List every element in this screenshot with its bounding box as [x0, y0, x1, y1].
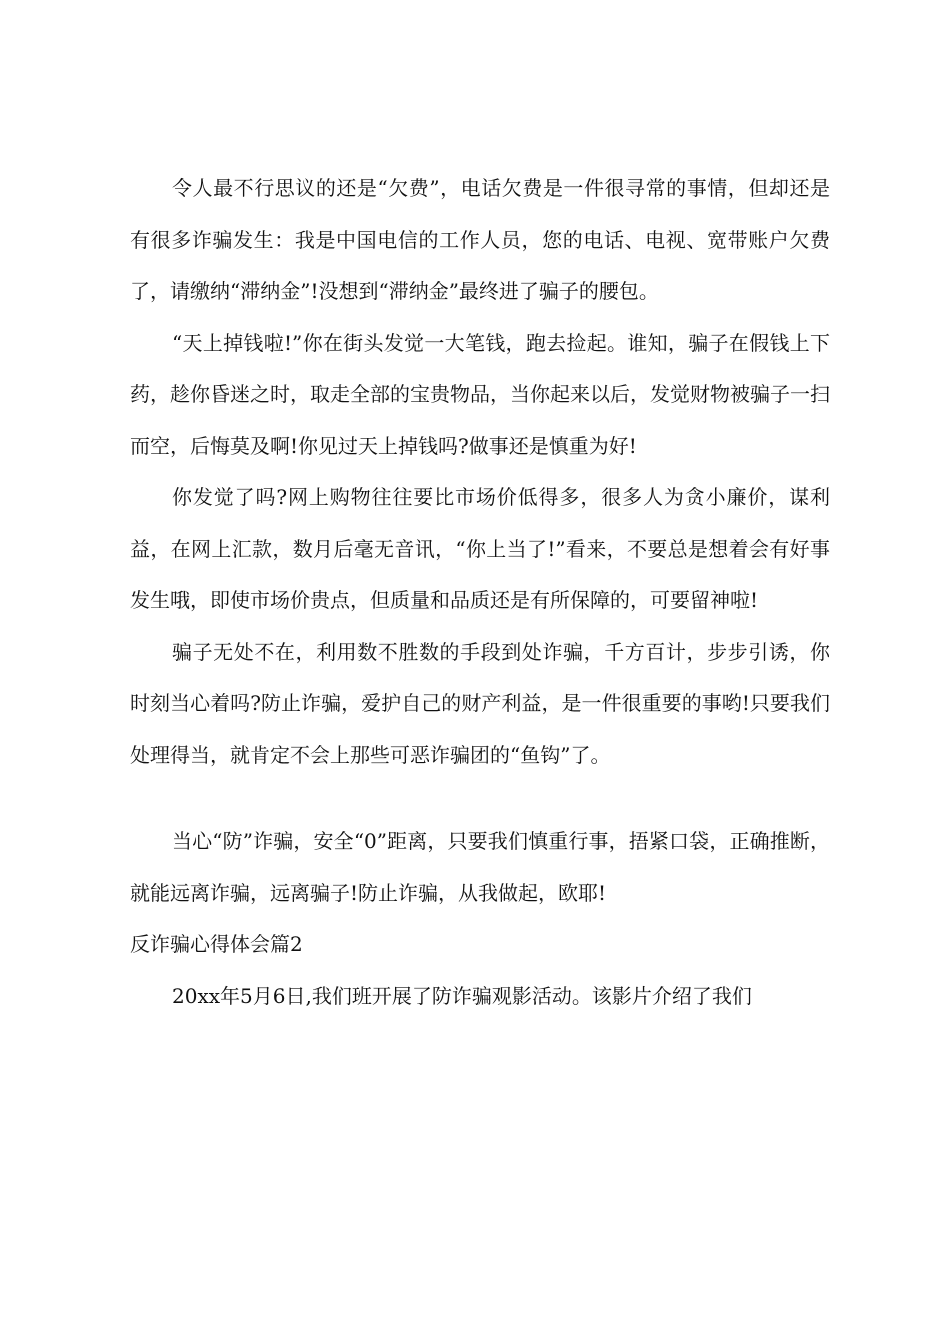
paragraph-online-shopping: 你发觉了吗?网上购物往往要比市场价低得多，很多人为贪小廉价，谋利益，在网上汇款，数月后毫无音讯，“你上当了!”看来，不要总是想着会有好事发生哦，即使市场价贵点，但质量和品质还是有所保障的，可要留神啦! [130, 485, 830, 612]
paragraph-scammers-everywhere: 骗子无处不在，利用数不胜数的手段到处诈骗，千方百计，步步引诱，你时刻当心着吗?防止诈骗，爱护自己的财产利益，是一件很重要的事哟!只要我们处理得当，就肯定不会上那些可恶诈骗团的“鱼钩”了。 [130, 639, 830, 767]
section-heading: 反诈骗心得体会篇2 [130, 932, 303, 956]
paragraph-next-section: 20xx年5月6日,我们班开展了防诈骗观影活动。该影片介绍了我们 [172, 983, 752, 1008]
document-body [130, 163, 830, 1022]
paragraph-arrears-scam: 令人最不行思议的还是“欠费”，电话欠费是一件很寻常的事情，但却还是有很多诈骗发生：我是中国电信的工作人员，您的电话、电视、宽带账户欠费了，请缴纳“滞纳金”!没想到“滞纳金”最终进了骗子的腰包。 [130, 176, 830, 303]
paragraph-conclusion: 当心“防”诈骗，安全“0”距离，只要我们慎重行事，捂紧口袋，正确推断，就能远离诈骗，远离骗子!防止诈骗，从我做起，欧耶! [130, 829, 830, 905]
paragraph-money-from-sky: “天上掉钱啦!”你在街头发觉一大笔钱，跑去捡起。谁知，骗子在假钱上下药，趁你昏迷之时，取走全部的宝贵物品，当你起来以后，发觉财物被骗子一扫而空，后悔莫及啊!你见过天上掉钱吗?做事还是慎重为好! [130, 330, 830, 458]
